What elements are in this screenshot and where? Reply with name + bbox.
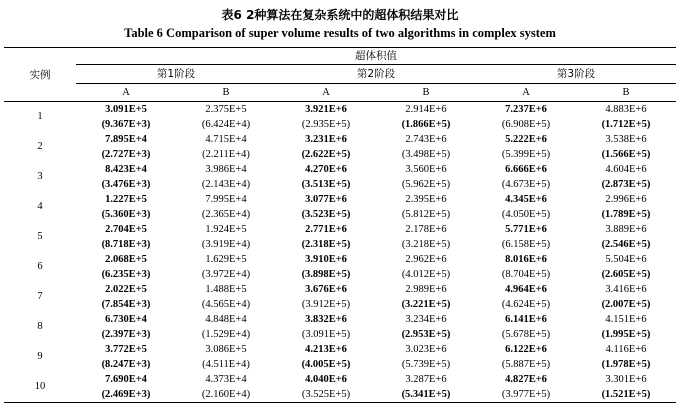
table-row-std (4, 267, 676, 282)
cell-mean-value: 3.889E+6 (605, 223, 647, 235)
cell-std-value: (2.953E+5) (401, 328, 451, 340)
instance-id: 1 (4, 102, 76, 133)
instance-id: 4 (37, 201, 43, 212)
instance-id: 9 (37, 351, 43, 362)
cell-mean-value: 4.848E+4 (205, 313, 247, 325)
instance-id: 6 (37, 261, 43, 272)
cell-mean-value: 3.560E+6 (405, 163, 447, 175)
cell-std-value: (2.546E+5) (601, 238, 651, 250)
cell-mean-value: 4.373E+4 (205, 373, 247, 385)
table-row-std (4, 357, 676, 372)
instance-id: 10 (4, 372, 76, 403)
cell-std-value: (3.513E+5) (301, 178, 351, 190)
cell-std-value: (1.521E+5) (576, 387, 676, 403)
table-row-std (4, 327, 676, 342)
cell-std-value: (9.367E+3) (101, 118, 151, 130)
cell-std-value: (6.908E+5) (501, 118, 551, 130)
cell-mean-value: 4.604E+6 (605, 163, 647, 175)
cell-mean-value: 3.538E+6 (605, 133, 647, 145)
cell-mean-value: 4.715E+4 (205, 133, 247, 145)
table-row-mean (4, 162, 676, 177)
cell-mean-value: 7.690E+4 (105, 373, 147, 385)
cell-mean-value: 4.964E+6 (505, 283, 547, 295)
header-algo-a: A (122, 86, 130, 98)
cell-std-value: (3.476E+3) (101, 178, 151, 190)
table-row-mean (4, 342, 676, 357)
cell-mean-value: 1.924E+5 (205, 223, 247, 235)
cell-mean-value: 4.883E+6 (576, 102, 676, 118)
cell-std-value: (3.898E+5) (301, 268, 351, 280)
cell-mean-value: 2.914E+6 (376, 102, 476, 118)
cell-std-value: (2.365E+4) (201, 208, 251, 220)
cell-std-value: (1.712E+5) (601, 118, 651, 130)
cell-mean-value: 4.827E+6 (505, 373, 547, 385)
table-row-std (4, 117, 676, 132)
table-row-std (4, 177, 676, 192)
cell-mean-value: 3.234E+6 (405, 313, 447, 325)
table-row-std (4, 297, 676, 312)
cell-mean-value: 3.910E+6 (305, 253, 347, 265)
cell-mean-value: 2.022E+5 (105, 283, 147, 295)
cell-mean-value: 6.122E+6 (505, 343, 547, 355)
table-body (4, 102, 676, 403)
instance-id: 3 (37, 171, 43, 182)
table-row-mean (4, 252, 676, 267)
cell-std-value: (6.158E+5) (501, 238, 551, 250)
table-row-std (4, 237, 676, 252)
cell-mean-value: 2.996E+6 (605, 193, 647, 205)
cell-std-value: (2.873E+5) (601, 178, 651, 190)
cell-std-value: (1.789E+5) (601, 208, 651, 220)
table-caption-cn: 表6 2种算法在复杂系统中的超体积结果对比 (221, 8, 459, 22)
cell-std-value: (8.718E+3) (101, 238, 151, 250)
cell-mean-value: 2.375E+5 (176, 102, 276, 118)
instance-id: 5 (37, 231, 43, 242)
header-stage-3: 第3阶段 (476, 65, 676, 84)
cell-mean-value: 1.629E+5 (205, 253, 247, 265)
cell-mean-value: 4.270E+6 (305, 163, 347, 175)
cell-mean-value: 3.921E+6 (276, 102, 376, 118)
cell-mean-value: 4.213E+6 (305, 343, 347, 355)
header-stage-1: 第1阶段 (76, 65, 276, 84)
table-caption-en: Table 6 Comparison of super volume results of two algorithms in complex system (124, 26, 556, 40)
cell-std-value: (5.739E+5) (401, 358, 451, 370)
cell-mean-value: 6.141E+6 (505, 313, 547, 325)
header-stage-2: 第2阶段 (276, 65, 476, 84)
cell-std-value: (5.887E+5) (501, 358, 551, 370)
cell-std-value: (1.978E+5) (601, 358, 651, 370)
cell-mean-value: 2.068E+5 (105, 253, 147, 265)
table-row-mean (4, 372, 676, 387)
cell-std-value: (1.529E+4) (201, 328, 251, 340)
cell-std-value: (2.397E+3) (101, 328, 151, 340)
table-row-mean (4, 102, 676, 118)
cell-std-value: (2.935E+5) (301, 118, 351, 130)
cell-std-value: (4.673E+5) (501, 178, 551, 190)
header-algo-b: B (422, 86, 430, 98)
cell-std-value: (5.341E+5) (376, 387, 476, 403)
cell-mean-value: 1.227E+5 (105, 193, 147, 205)
cell-std-value: (3.919E+4) (201, 238, 251, 250)
cell-mean-value: 3.986E+4 (205, 163, 247, 175)
table-row-mean (4, 192, 676, 207)
cell-mean-value: 3.416E+6 (605, 283, 647, 295)
cell-std-value: (4.511E+4) (202, 358, 250, 370)
cell-mean-value: 3.077E+6 (305, 193, 347, 205)
cell-std-value: (2.160E+4) (176, 387, 276, 403)
cell-mean-value: 4.151E+6 (605, 313, 647, 325)
cell-std-value: (3.523E+5) (301, 208, 351, 220)
cell-mean-value: 3.772E+5 (105, 343, 147, 355)
cell-mean-value: 7.895E+4 (105, 133, 147, 145)
cell-std-value: (5.962E+5) (401, 178, 451, 190)
header-algo-b: B (222, 86, 230, 98)
cell-std-value: (4.012E+5) (401, 268, 451, 280)
cell-mean-value: 3.231E+6 (305, 133, 347, 145)
cell-std-value: (7.854E+3) (101, 298, 151, 310)
cell-std-value: (3.977E+5) (476, 387, 576, 403)
cell-std-value: (3.498E+5) (401, 148, 451, 160)
cell-mean-value: 2.704E+5 (105, 223, 147, 235)
cell-std-value: (4.624E+5) (501, 298, 551, 310)
cell-std-value: (2.318E+5) (301, 238, 351, 250)
cell-std-value: (4.005E+5) (301, 358, 351, 370)
cell-std-value: (5.812E+5) (401, 208, 451, 220)
instance-id: 2 (37, 141, 43, 152)
cell-mean-value: 3.086E+5 (205, 343, 247, 355)
cell-std-value: (3.218E+5) (401, 238, 451, 250)
cell-mean-value: 3.023E+6 (405, 343, 447, 355)
cell-mean-value: 2.178E+6 (405, 223, 447, 235)
cell-std-value: (2.622E+5) (301, 148, 351, 160)
cell-mean-value: 7.995E+4 (205, 193, 247, 205)
header-algo-b: B (622, 86, 630, 98)
header-algo-a: A (322, 86, 330, 98)
cell-mean-value: 8.423E+4 (105, 163, 147, 175)
cell-mean-value: 4.345E+6 (505, 193, 547, 205)
instance-id: 7 (37, 291, 43, 302)
header-algo-a: A (522, 86, 530, 98)
table-row-std (4, 387, 676, 403)
hypervolume-table (4, 47, 676, 403)
cell-mean-value: 3.832E+6 (305, 313, 347, 325)
cell-std-value: (1.995E+5) (601, 328, 651, 340)
cell-std-value: (2.469E+3) (76, 387, 176, 403)
cell-mean-value: 6.666E+6 (505, 163, 547, 175)
cell-std-value: (8.704E+5) (501, 268, 551, 280)
cell-std-value: (3.912E+5) (301, 298, 351, 310)
header-instance: 实例 (4, 48, 76, 102)
cell-std-value: (3.525E+5) (276, 387, 376, 403)
table-row-mean (4, 312, 676, 327)
cell-std-value: (2.007E+5) (601, 298, 651, 310)
table-row-mean (4, 282, 676, 297)
cell-mean-value: 2.989E+6 (405, 283, 447, 295)
cell-mean-value: 3.301E+6 (605, 373, 647, 385)
cell-mean-value: 1.488E+5 (205, 283, 247, 295)
cell-std-value: (4.050E+5) (501, 208, 551, 220)
cell-mean-value: 2.395E+6 (405, 193, 447, 205)
table-row-std (4, 207, 676, 222)
header-metric: 超体积值 (76, 48, 676, 65)
cell-mean-value: 6.730E+4 (105, 313, 147, 325)
cell-mean-value: 5.771E+6 (505, 223, 547, 235)
cell-mean-value: 5.222E+6 (505, 133, 547, 145)
cell-std-value: (3.972E+4) (201, 268, 251, 280)
cell-std-value: (2.143E+4) (201, 178, 251, 190)
cell-std-value: (2.605E+5) (601, 268, 651, 280)
cell-std-value: (5.360E+3) (101, 208, 151, 220)
cell-std-value: (1.566E+5) (601, 148, 651, 160)
cell-mean-value: 4.116E+6 (605, 343, 647, 355)
table-row-std (4, 147, 676, 162)
table-row-mean (4, 132, 676, 147)
cell-std-value: (8.247E+3) (101, 358, 151, 370)
cell-std-value: (3.091E+5) (301, 328, 351, 340)
cell-mean-value: 2.743E+6 (405, 133, 447, 145)
cell-mean-value: 3.676E+6 (305, 283, 347, 295)
cell-std-value: (6.235E+3) (101, 268, 151, 280)
cell-std-value: (5.678E+5) (501, 328, 551, 340)
table-row-mean (4, 222, 676, 237)
cell-std-value: (1.866E+5) (401, 118, 451, 130)
cell-mean-value: 7.237E+6 (476, 102, 576, 118)
instance-id: 8 (37, 321, 43, 332)
cell-mean-value: 2.962E+6 (405, 253, 447, 265)
cell-mean-value: 2.771E+6 (305, 223, 347, 235)
cell-std-value: (6.424E+4) (201, 118, 251, 130)
cell-std-value: (3.221E+5) (401, 298, 451, 310)
cell-mean-value: 3.287E+6 (405, 373, 447, 385)
cell-mean-value: 4.040E+6 (305, 373, 347, 385)
cell-mean-value: 5.504E+6 (605, 253, 647, 265)
cell-std-value: (4.565E+4) (201, 298, 251, 310)
cell-std-value: (5.399E+5) (501, 148, 551, 160)
cell-std-value: (2.727E+3) (101, 148, 151, 160)
cell-std-value: (2.211E+4) (202, 148, 250, 160)
cell-mean-value: 8.016E+6 (505, 253, 547, 265)
cell-mean-value: 3.091E+5 (76, 102, 176, 118)
